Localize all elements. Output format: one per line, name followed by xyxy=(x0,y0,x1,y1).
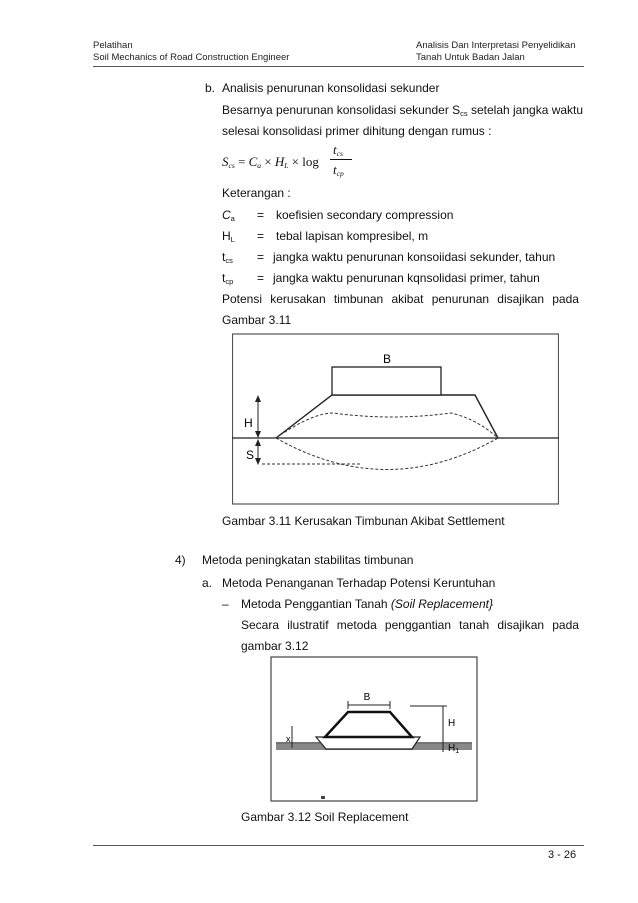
page-number: 3 - 26 xyxy=(548,849,577,861)
ket-row-ca-sym: $C_a$ xyxy=(222,208,235,223)
section-b-title: Analisis penurunan konsolidasi sekunder xyxy=(222,81,440,95)
potensi-line1: Potensi kerusakan timbunan akibat penurunan disajikan pada xyxy=(222,292,579,306)
item-4-title: Metoda peningkatan stabilitas timbunan xyxy=(202,553,414,567)
potensi-line2: Gambar 3.11 xyxy=(222,313,292,327)
section-b-para-line1: Besarnya penurunan konsolidasi sekunder $S_{cs}$ setelah jangka waktu xyxy=(222,103,584,118)
ket-row-tcp-desc: jangka waktu penurunan kqnsolidasi primer, tahun xyxy=(273,271,540,285)
settlement-formula: $S_{cs} = C_a \times H_L \times \log$ $t_{cs}$ $t_{cp}$ xyxy=(222,142,362,182)
item-4-marker: 4) xyxy=(175,553,186,567)
label-h1: $H_1$ xyxy=(448,743,460,755)
dash-item-line1: Secara ilustratif metoda penggantian tanah disajikan pada xyxy=(241,618,579,632)
dash-item-marker: – xyxy=(222,597,229,611)
dash-item-title: Metoda Penggantian Tanah (Soil Replacement} xyxy=(241,597,493,611)
label-b: B xyxy=(363,692,371,703)
ket-row-tcs-desc: jangka waktu penurunan konsoiidasi sekunder, tahun xyxy=(273,250,556,264)
header-training: Pelatihan xyxy=(93,40,133,51)
header-left xyxy=(93,40,289,64)
dash-item-line2: gambar 3.12 xyxy=(241,639,309,653)
figure-3-11 xyxy=(232,333,559,505)
scan-mark xyxy=(321,796,325,799)
label-s: S xyxy=(246,448,255,462)
figure-3-12 xyxy=(270,656,478,804)
crest-box xyxy=(332,367,441,395)
ket-row-tcp-sym: $t_{cp}$ xyxy=(222,271,234,286)
label-b: B xyxy=(382,352,392,366)
replacement-zone xyxy=(316,737,420,749)
figure-3-11-frame xyxy=(233,334,559,504)
header-divider xyxy=(93,66,584,67)
ket-row-tcp-eq: = xyxy=(257,271,265,285)
section-b-marker: b. xyxy=(205,81,216,95)
ket-row-ca-eq: = xyxy=(257,208,265,222)
header-chapter: Analisis Dan Interpretasi Penyelidikan xyxy=(416,40,576,51)
fraction-bar xyxy=(330,159,352,160)
figure-3-11-caption: Gambar 3.11 Kerusakan Timbunan Akibat Settlement xyxy=(222,514,505,528)
ket-row-tcs-eq: = xyxy=(257,250,265,264)
ket-row-hl-eq: = xyxy=(257,229,265,243)
header-chapter-sub: Tanah Untuk Badan Jalan xyxy=(416,52,525,63)
keterangan-title: Keterangan : xyxy=(222,186,291,200)
ket-row-hl-desc: tebal lapisan kompresibel, m xyxy=(276,229,429,243)
header-right xyxy=(416,40,575,64)
item-a-title: Metoda Penanganan Terhadap Potensi Keruntuhan xyxy=(222,576,496,590)
item-a-marker: a. xyxy=(202,576,213,590)
label-h: H xyxy=(244,416,253,430)
ket-row-tcs-sym: $t_{cs}$ xyxy=(222,250,233,265)
label-h: H xyxy=(448,718,456,729)
figure-3-12-caption: Gambar 3.12 Soil Replacement xyxy=(241,810,409,824)
section-b-para-line2: selesai konsolidasi primer dihitung dengan rumus : xyxy=(222,124,492,138)
ket-row-ca-desc: koefisien secondary compression xyxy=(276,208,454,222)
footer-divider xyxy=(93,845,584,846)
label-x: x xyxy=(286,734,291,744)
ket-row-hl-sym: $H_L$ xyxy=(222,229,235,244)
header-course: Soil Mechanics of Road Construction Engineer xyxy=(93,52,290,63)
